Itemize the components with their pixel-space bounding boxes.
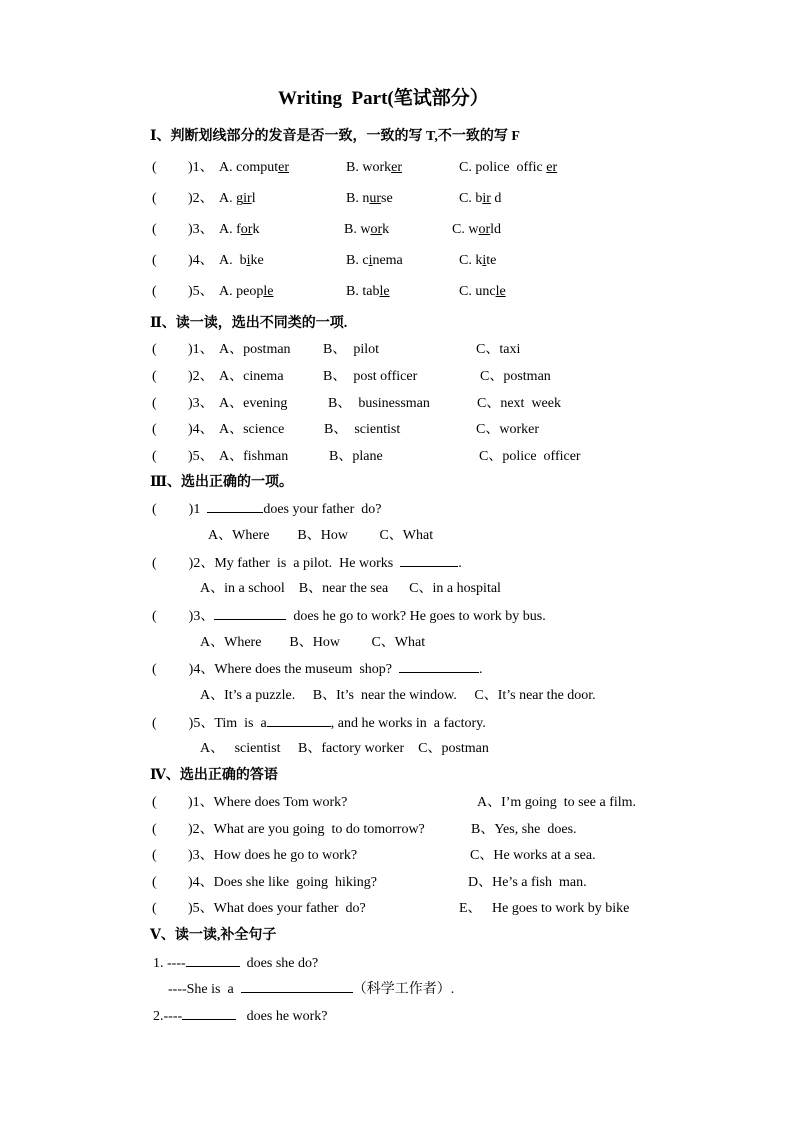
answer-option: E、 He goes to work by bike [459, 901, 630, 916]
answer-paren[interactable]: ( [152, 449, 157, 464]
question-number: )2、 [188, 369, 214, 384]
answer-paren[interactable]: ( [152, 901, 157, 916]
answer-paren[interactable]: ( [152, 160, 157, 175]
word-part: A. b [219, 253, 247, 268]
section-1-heading: Ⅰ、判断划线部分的发音是否一致，一致的写 T,不一致的写 F [150, 129, 520, 144]
word-part: C. w [452, 222, 479, 237]
option-c: C、postman [480, 369, 551, 384]
answer-blank[interactable] [400, 554, 458, 567]
answer-paren[interactable]: ( [152, 342, 157, 357]
word-part: ke [250, 253, 264, 268]
word-part: C. police offic [459, 160, 547, 175]
underlined-letters: le [263, 284, 274, 299]
answer-paren[interactable]: ( [152, 396, 157, 411]
word-part: A. comput [219, 160, 279, 175]
question-number: )1、 [188, 342, 214, 357]
s5-line-1: 1. ---- does she do? [153, 956, 319, 971]
option-a [219, 252, 264, 270]
s3-q5: ( )5、Tim is a , and he works in a factory. [152, 716, 486, 731]
answer-option: B、Yes, she does. [471, 822, 577, 837]
answer-paren[interactable]: ( [152, 369, 157, 384]
option-b [346, 252, 403, 270]
question-number: )4、 [188, 422, 214, 437]
word-part: B. c [346, 253, 369, 268]
option-b: B、plane [329, 449, 383, 464]
section-2-heading: Ⅱ、读一读，选出不同类的一项. [150, 316, 348, 331]
word-part: A. f [219, 222, 241, 237]
s3-q5-options: A、 scientist B、factory worker C、postman [200, 741, 489, 756]
option-a [219, 221, 259, 239]
question-text: )5、What does your father do? [188, 901, 366, 916]
answer-paren[interactable]: ( [152, 422, 157, 437]
underlined-letters: i [368, 253, 373, 268]
word-part: B. n [346, 191, 370, 206]
answer-paren[interactable]: ( [152, 222, 157, 237]
underlined-letters: le [495, 284, 506, 299]
s3-q3: ( )3、 does he go to work? He goes to work by bus. [152, 609, 546, 624]
underlined-letters: ur [369, 191, 382, 206]
underlined-letters: i [482, 253, 487, 268]
question-number: )5、 [188, 449, 214, 464]
option-a [219, 159, 289, 177]
underlined-letters: or [240, 222, 253, 237]
option-c [459, 159, 557, 177]
option-a: A、postman [219, 342, 291, 357]
word-part: A. peop [219, 284, 264, 299]
option-a: A、science [219, 422, 285, 437]
option-c: C、worker [476, 422, 539, 437]
option-b: B、 scientist [324, 422, 401, 437]
page-title: Writing Part(笔试部分） [278, 88, 489, 109]
underlined-letters: or [370, 222, 383, 237]
question-number: )2、 [188, 191, 214, 206]
option-c: C、police officer [479, 449, 581, 464]
word-part: C. unc [459, 284, 496, 299]
question-text: )2、What are you going to do tomorrow? [188, 822, 425, 837]
word-part: B. w [344, 222, 371, 237]
option-c [459, 283, 506, 301]
s3-q4-options: A、It’s a puzzle. B、It’s near the window. C、It’s near the door. [200, 688, 596, 703]
answer-paren[interactable]: ( [152, 191, 157, 206]
option-c [459, 190, 501, 208]
answer-blank[interactable] [399, 660, 479, 673]
option-b [346, 190, 393, 208]
answer-option: C、He works at a sea. [470, 848, 596, 863]
word-part: k [382, 222, 390, 237]
underlined-letters: er [278, 160, 289, 175]
question-number: )3、 [188, 396, 214, 411]
answer-blank[interactable] [182, 1007, 236, 1020]
answer-paren[interactable]: ( [152, 795, 157, 810]
word-part: d [490, 191, 502, 206]
s3-q4: ( )4、Where does the museum shop? . [152, 662, 483, 677]
s5-line-3: 2.---- does he work? [153, 1009, 328, 1024]
question-number: )1、 [188, 160, 214, 175]
option-b [346, 283, 390, 301]
underlined-letters: ir [243, 191, 252, 206]
word-part: nema [372, 253, 403, 268]
s3-q3-options: A、Where B、How C、What [200, 635, 426, 650]
option-c [459, 252, 496, 270]
answer-paren[interactable]: ( [152, 284, 157, 299]
word-part: se [381, 191, 393, 206]
option-b [344, 221, 389, 239]
answer-blank[interactable] [186, 954, 240, 967]
option-b: B、 post officer [323, 369, 418, 384]
section-3-heading: Ⅲ、选出正确的一项。 [150, 475, 294, 490]
answer-blank[interactable] [214, 607, 286, 620]
option-a: A、cinema [219, 369, 284, 384]
answer-option: D、He’s a fish man. [468, 875, 587, 890]
option-b [346, 159, 402, 177]
question-number: )5、 [188, 284, 214, 299]
word-part: B. tab [346, 284, 380, 299]
question-text: )4、Does she like going hiking? [188, 875, 377, 890]
word-part: te [486, 253, 497, 268]
word-part: A. g [219, 191, 244, 206]
option-a: A、evening [219, 396, 288, 411]
question-text: )1、Where does Tom work? [188, 795, 348, 810]
underlined-letters: i [246, 253, 251, 268]
answer-blank[interactable] [207, 500, 263, 513]
answer-blank[interactable] [267, 714, 331, 727]
underlined-letters: er [391, 160, 403, 175]
s3-q2-options: A、in a school B、near the sea C、in a hospital [200, 581, 501, 596]
question-text: )3、How does he go to work? [188, 848, 358, 863]
question-number: )4、 [188, 253, 214, 268]
word-part: B. work [346, 160, 392, 175]
option-b: B、 pilot [323, 342, 380, 357]
option-a [219, 283, 273, 301]
answer-paren[interactable]: ( [152, 822, 157, 837]
option-c: C、next week [477, 396, 561, 411]
option-c [452, 221, 501, 239]
section-4-heading: Ⅳ、选出正确的答语 [150, 768, 278, 783]
word-part: k [252, 222, 260, 237]
word-part: l [251, 191, 256, 206]
question-number: )3、 [188, 222, 214, 237]
s3-q1-options: A、Where B、How C、What [208, 528, 434, 543]
option-a: A、fishman [219, 449, 289, 464]
word-part: ld [490, 222, 502, 237]
s5-line-2: ----She is a （科学工作者）. [168, 982, 455, 997]
option-c: C、taxi [476, 342, 521, 357]
word-part: C. b [459, 191, 483, 206]
answer-blank[interactable] [241, 980, 353, 993]
answer-paren[interactable]: ( [152, 253, 157, 268]
underlined-letters: le [379, 284, 390, 299]
answer-paren[interactable]: ( [152, 875, 157, 890]
underlined-letters: or [478, 222, 491, 237]
s3-q1: ( )1 does your father do? [152, 502, 382, 517]
option-a [219, 190, 256, 208]
s3-q2: ( )2、My father is a pilot. He works . [152, 556, 462, 571]
underlined-letters: ir [482, 191, 491, 206]
answer-option: A、I’m going to see a film. [477, 795, 637, 810]
section-5-heading: Ⅴ、读一读,补全句子 [150, 928, 277, 943]
answer-paren[interactable]: ( [152, 848, 157, 863]
option-b: B、 businessman [328, 396, 430, 411]
underlined-letters: er [546, 160, 558, 175]
word-part: C. k [459, 253, 483, 268]
